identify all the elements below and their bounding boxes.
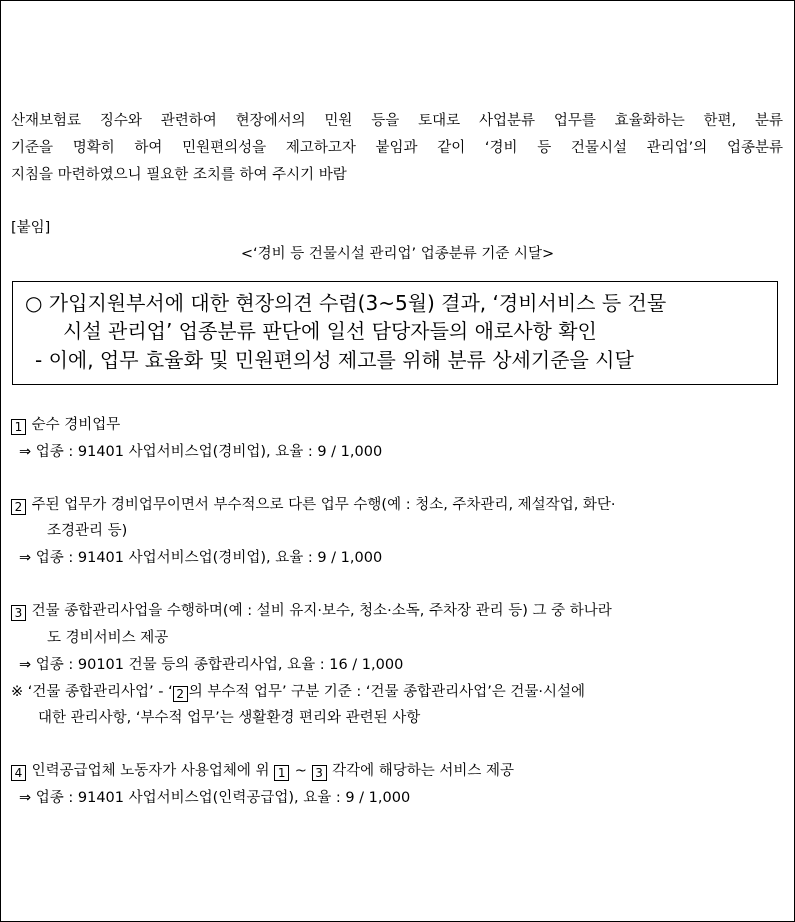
item-1-heading (11, 416, 120, 435)
item-4-title: ~ (294, 763, 307, 779)
item-number-box: 1 (274, 765, 289, 781)
notice-line-2: 시설 관리업’ 업종분류 판단에 일선 담당자들의 애로사항 확인 (63, 319, 597, 343)
item-3-note (11, 683, 585, 702)
attachment-label: [붙임] (11, 220, 51, 236)
intro-line-2: 기준을 명확히 하여 민원편의성을 제고하고자 붙임과 같이 ‘경비 등 건물시설 관리업’의 업종분류 (11, 140, 783, 156)
item-2-heading (11, 496, 616, 515)
item-number-box: 4 (11, 765, 26, 781)
item-2-title: 주된 업무가 경비업무이면서 부수적으로 다른 업무 수행(예 : 청소, 주차관리, 제설작업, 화단· (31, 497, 616, 513)
item-4-heading (11, 762, 514, 781)
notice-box (12, 281, 778, 385)
item-1-title: 순수 경비업무 (31, 417, 121, 433)
item-3-result: ⇒ 업종 : 90101 건물 등의 종합관리사업, 요율 : 16 / 1,000 (19, 657, 404, 673)
item-number-box: 2 (11, 499, 26, 515)
notice-line-1: ○ 가입지원부서에 대한 현장의견 수렴(3~5월) 결과, ‘경비서비스 등 건물 (25, 291, 667, 315)
item-1-result: ⇒ 업종 : 91401 사업서비스업(경비업), 요율 : 9 / 1,000 (19, 444, 383, 460)
item-3-note-cont: 대한 관리사항, ‘부수적 업무’는 생활환경 편리와 관련된 사항 (38, 710, 421, 726)
item-3-title: 건물 종합관리사업을 수행하며(예 : 설비 유지·보수, 청소·소독, 주차장 관리 등) 그 중 하나라 (31, 603, 612, 619)
item-4-title: 각각에 해당하는 서비스 제공 (332, 763, 515, 779)
item-3-note-text: ※ ‘건물 종합관리사업’ - ‘ (11, 684, 173, 700)
item-2-result: ⇒ 업종 : 91401 사업서비스업(경비업), 요율 : 9 / 1,000 (19, 550, 383, 566)
intro-line-3: 지침을 마련하였으니 필요한 조치를 하여 주시기 바람 (11, 167, 347, 183)
item-4-result: ⇒ 업종 : 91401 사업서비스업(인력공급업), 요율 : 9 / 1,000 (19, 790, 411, 806)
item-number-box: 2 (173, 686, 188, 702)
item-3-note-text: 의 부수적 업무’ 구분 기준 : ‘건물 종합관리사업’은 건물·시설에 (188, 684, 586, 700)
attachment-title: <‘경비 등 건물시설 관리업’ 업종분류 기준 시달> (240, 246, 555, 262)
item-3-heading (11, 602, 612, 621)
item-number-box: 1 (11, 419, 26, 435)
item-number-box: 3 (312, 765, 327, 781)
item-2-title-cont: 조경관리 등) (47, 523, 128, 539)
item-4-title: 인력공급업체 노동자가 사용업체에 위 (31, 763, 270, 779)
item-3-title-cont: 도 경비서비스 제공 (47, 630, 169, 646)
notice-line-3: - 이에, 업무 효율화 및 민원편의성 제고를 위해 분류 상세기준을 시달 (35, 348, 634, 372)
intro-line-1: 산재보험료 징수와 관련하여 현장에서의 민원 등을 토대로 사업분류 업무를 효율화하는 한편, 분류 (11, 113, 783, 129)
item-number-box: 3 (11, 605, 26, 621)
